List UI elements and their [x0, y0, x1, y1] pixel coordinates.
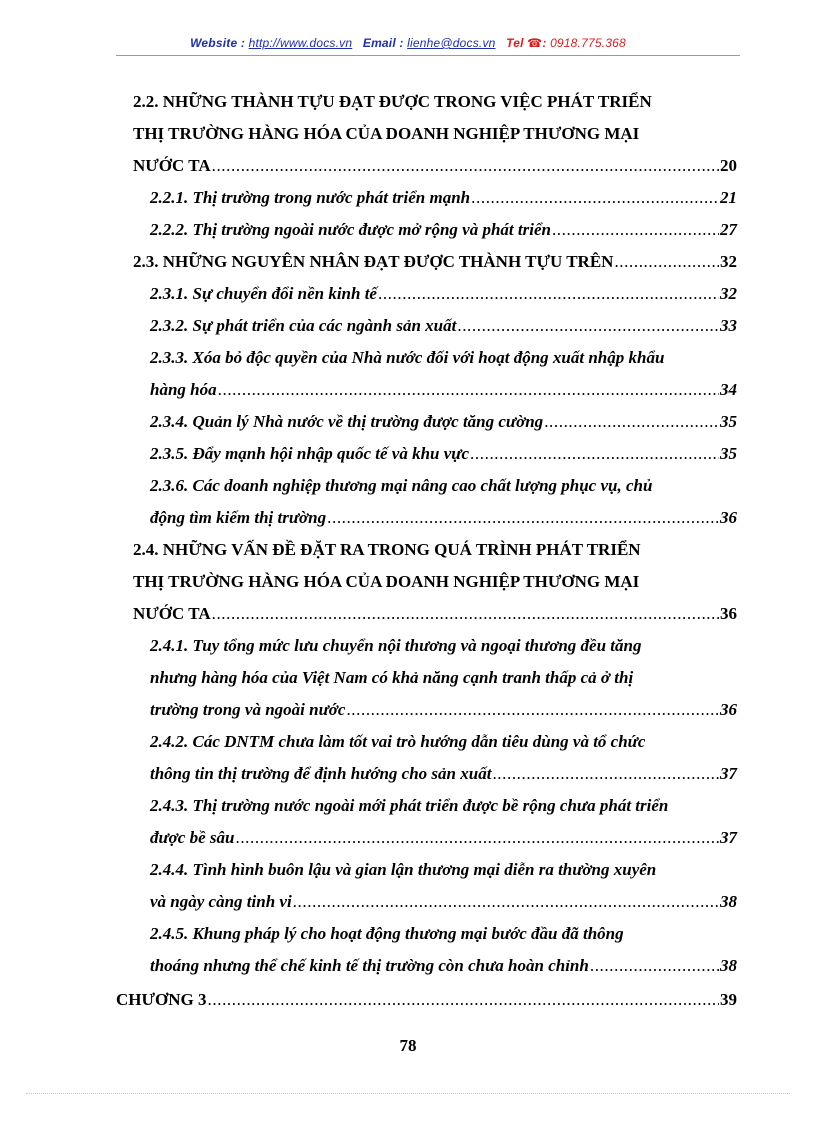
toc-entry: THỊ TRƯỜNG HÀNG HÓA CỦA DOANH NGHIỆP THƯƠNG MẠI: [133, 572, 640, 591]
dot-leader: [212, 156, 719, 176]
toc-page-number: 32: [720, 252, 737, 271]
toc-entry: 2.4.3. Thị trường nước ngoài mới phát triển được bề rộng chưa phát triển: [150, 796, 669, 815]
dot-leader: [544, 412, 719, 432]
toc-page-number: 36: [720, 700, 737, 719]
toc-entry: 2.4.5. Khung pháp lý cho hoạt động thương mại bước đầu đã thông: [150, 924, 624, 943]
dot-leader: [471, 188, 719, 208]
toc-page-number: 32: [720, 284, 737, 303]
toc-entry: nhưng hàng hóa của Việt Nam có khả năng cạnh tranh thấp cả ở thị: [150, 668, 634, 687]
page-header: [0, 36, 816, 50]
toc-entry: 2.4.4. Tình hình buôn lậu và gian lận thương mại diễn ra thường xuyên: [150, 860, 657, 879]
toc-page-number: 37: [720, 828, 737, 847]
dot-leader: [208, 990, 719, 1010]
dot-leader: [492, 764, 719, 784]
dot-leader: [552, 220, 719, 240]
toc-entry[interactable]: 2.3.4. Quản lý Nhà nước về thị trường được tăng cường ..... 35: [150, 412, 737, 440]
toc-entry[interactable]: và ngày càng tinh vi ..... 38: [150, 892, 737, 920]
email-link[interactable]: lienhe@docs.vn: [407, 36, 496, 50]
toc-page-number: 38: [720, 956, 737, 975]
dot-leader: [293, 892, 719, 912]
dot-leader: [470, 444, 719, 464]
dot-leader: [212, 604, 719, 624]
toc-page-number: 21: [720, 188, 737, 207]
website-label: Website :: [190, 36, 246, 50]
toc-entry: 2.3.3. Xóa bỏ độc quyền của Nhà nước đối với hoạt động xuất nhập khẩu: [150, 348, 665, 367]
toc-entry[interactable]: 2.3.5. Đẩy mạnh hội nhập quốc tế và khu vực ..... 35: [150, 444, 737, 472]
tel-label: Tel ☎:: [506, 36, 547, 50]
toc-entry[interactable]: NƯỚC TA ..... 36: [133, 604, 737, 632]
toc-entry[interactable]: 2.2.1. Thị trường trong nước phát triển mạnh ..... 21: [150, 188, 737, 216]
email-label: Email :: [362, 36, 404, 50]
dot-leader: [218, 380, 719, 400]
toc-page-number: 36: [720, 604, 737, 623]
footer-divider: [26, 1093, 790, 1094]
tel-number: 0918.775.368: [550, 36, 626, 50]
toc-entry[interactable]: được bề sâu ..... 37: [150, 828, 737, 856]
toc-page-number: 27: [720, 220, 737, 239]
toc-entry[interactable]: 2.2.2. Thị trường ngoài nước được mở rộng và phát triển ..... 27: [150, 220, 737, 248]
toc-page-number: 37: [720, 764, 737, 783]
dot-leader: [457, 316, 719, 336]
dot-leader: [235, 828, 719, 848]
dot-leader: [327, 508, 719, 528]
toc-page-number: 36: [720, 508, 737, 527]
toc-entry: 2.4. NHỮNG VẤN ĐỀ ĐẶT RA TRONG QUÁ TRÌNH PHÁT TRIỂN: [133, 540, 641, 559]
toc-entry[interactable]: NƯỚC TA ..... 20: [133, 156, 737, 184]
dot-leader: [590, 956, 719, 976]
toc-entry[interactable]: trường trong và ngoài nước ..... 36: [150, 700, 737, 728]
website-link[interactable]: http://www.docs.vn: [248, 36, 353, 50]
header-divider: [116, 55, 740, 56]
toc-page-number: 35: [720, 444, 737, 463]
toc-page-number: 33: [720, 316, 737, 335]
toc-entry[interactable]: 2.3. NHỮNG NGUYÊN NHÂN ĐẠT ĐƯỢC THÀNH TỰU TRÊN ..... 32: [133, 252, 737, 280]
toc-page-number: 20: [720, 156, 737, 175]
toc-page-number: 39: [720, 990, 737, 1009]
toc-entry: 2.4.2. Các DNTM chưa làm tốt vai trò hướng dẫn tiêu dùng và tổ chức: [150, 732, 646, 751]
toc-entry[interactable]: 2.3.1. Sự chuyển đổi nền kinh tế ..... 32: [150, 284, 737, 312]
toc-entry[interactable]: động tìm kiếm thị trường ..... 36: [150, 508, 737, 536]
dot-leader: [346, 700, 719, 720]
toc-page-number: 38: [720, 892, 737, 911]
toc-entry: 2.3.6. Các doanh nghiệp thương mại nâng cao chất lượng phục vụ, chủ: [150, 476, 653, 495]
toc-entry: 2.4.1. Tuy tổng mức lưu chuyển nội thương và ngoại thương đều tăng: [150, 636, 642, 655]
toc-entry[interactable]: 2.3.2. Sự phát triển của các ngành sản xuất ..... 33: [150, 316, 737, 344]
toc-entry[interactable]: thoáng nhưng thể chế kinh tế thị trường còn chưa hoàn chỉnh ..... 38: [150, 956, 737, 984]
toc-page-number: 34: [720, 380, 737, 399]
dot-leader: [378, 284, 719, 304]
page-number: 78: [399, 1036, 417, 1055]
toc-entry: THỊ TRƯỜNG HÀNG HÓA CỦA DOANH NGHIỆP THƯƠNG MẠI: [133, 124, 640, 143]
toc-entry[interactable]: thông tin thị trường để định hướng cho sản xuất ..... 37: [150, 764, 737, 792]
toc-entry[interactable]: hàng hóa ..... 34: [150, 380, 737, 408]
toc-entry: 2.2. NHỮNG THÀNH TỰU ĐẠT ĐƯỢC TRONG VIỆC PHÁT TRIỂN: [133, 92, 652, 111]
toc-page-number: 35: [720, 412, 737, 431]
toc-entry[interactable]: CHƯƠNG 3 ..... 39: [116, 990, 737, 1018]
dot-leader: [614, 252, 719, 272]
